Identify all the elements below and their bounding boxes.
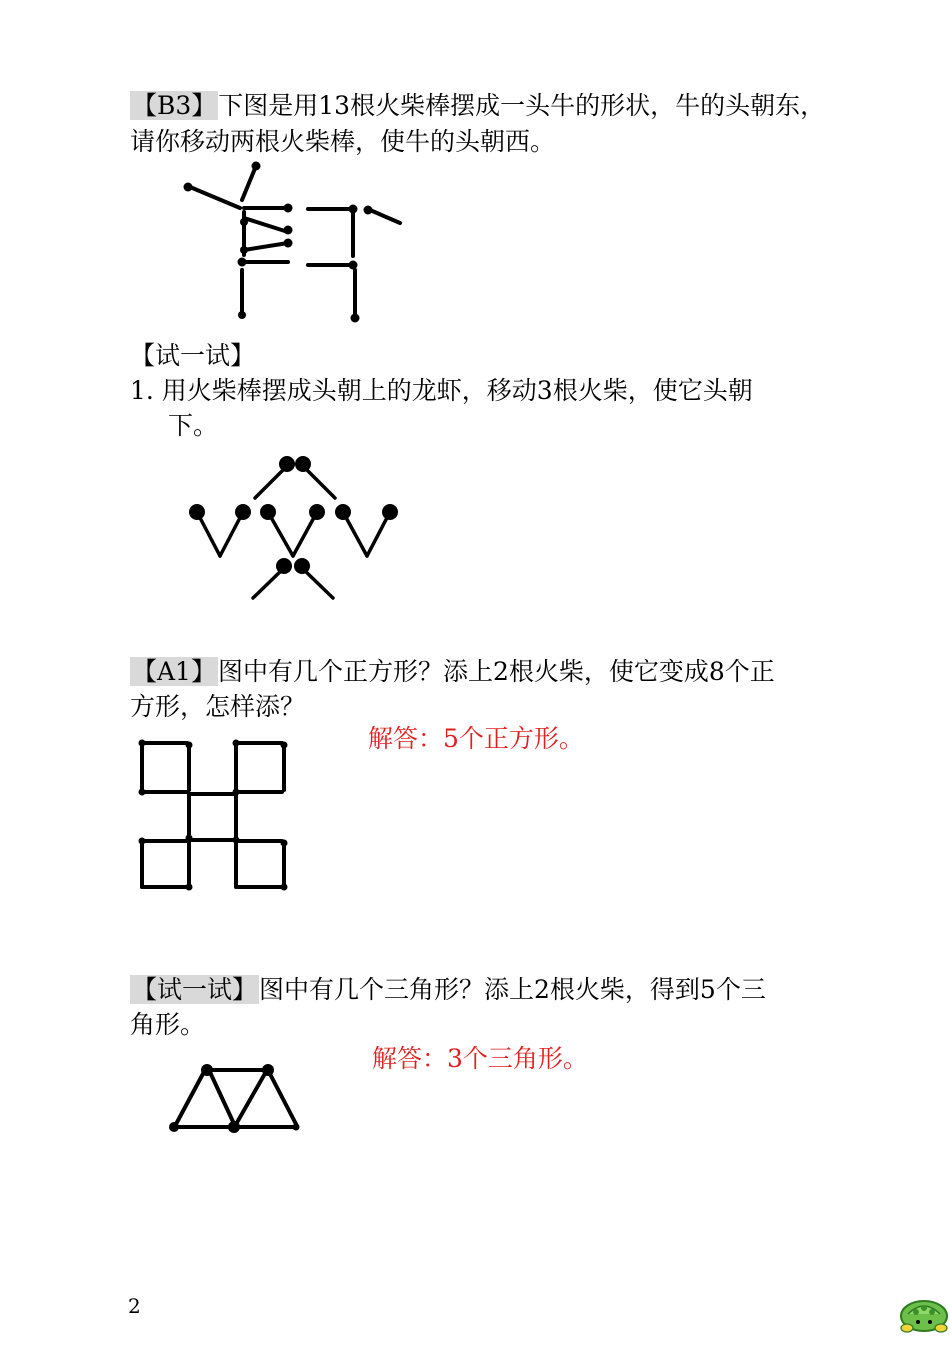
a1-answer: 解答：5个正方形。 bbox=[368, 724, 584, 753]
ox-matchstick-figure bbox=[180, 160, 410, 330]
b3-tag: 【B3】 bbox=[132, 91, 217, 120]
try2-answer: 解答：3个三角形。 bbox=[372, 1044, 588, 1073]
turtle-icon bbox=[898, 1288, 950, 1336]
triangles-matchstick-figure bbox=[165, 1060, 305, 1135]
try1-line2: 下。 bbox=[168, 411, 219, 440]
page-number: 2 bbox=[128, 1294, 141, 1318]
try2-line1: 【试一试】图中有几个三角形？添上2根火柴，得到5个三 bbox=[132, 975, 766, 1004]
try2-line2: 角形。 bbox=[130, 1010, 206, 1039]
b3-line1: 【B3】下图是用13根火柴棒摆成一头牛的形状，牛的头朝东， bbox=[132, 91, 826, 120]
b3-line2: 请你移动两根火柴棒，使牛的头朝西。 bbox=[130, 127, 556, 156]
a1-tag: 【A1】 bbox=[132, 657, 216, 686]
lobster-matchstick-figure bbox=[185, 450, 415, 605]
try2-tag: 【试一试】 bbox=[132, 975, 258, 1004]
try1-line1: 1. 用火柴棒摆成头朝上的龙虾，移动3根火柴，使它头朝 bbox=[130, 376, 753, 405]
a1-line1: 【A1】图中有几个正方形？添上2根火柴，使它变成8个正 bbox=[132, 657, 775, 686]
squares-matchstick-figure bbox=[132, 735, 292, 895]
a1-line2: 方形，怎样添？ bbox=[130, 692, 306, 721]
try1-title: 【试一试】 bbox=[130, 341, 256, 370]
